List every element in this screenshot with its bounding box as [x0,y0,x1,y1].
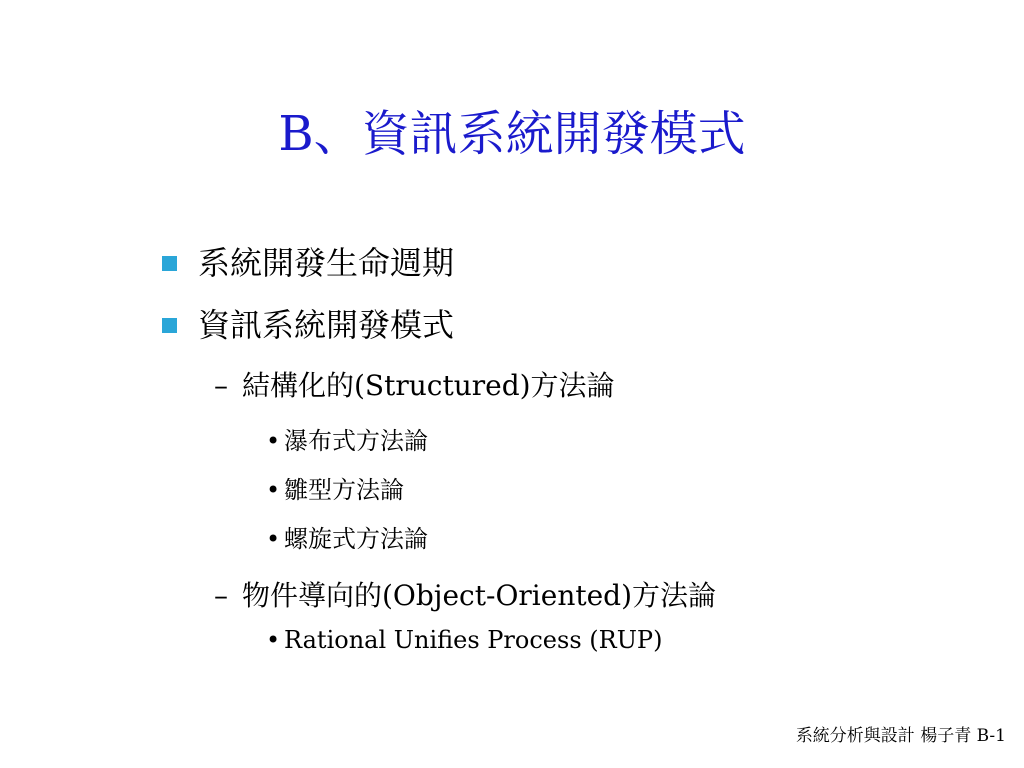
bullet-sdlc [162,238,454,284]
sub-bullet-structured [214,364,615,404]
dot-bullet-icon: • [266,525,281,553]
square-bullet-icon [162,256,177,271]
bullet-text: 物件導向的(Object-Oriented)方法論 [242,579,717,612]
dot-bullet-icon: • [266,476,281,504]
sub-sub-bullet-prototype [266,470,404,505]
sub-sub-bullet-rup [266,626,662,654]
dot-bullet-icon: • [266,626,281,654]
sub-sub-bullet-waterfall [266,421,428,456]
bullet-text: 瀑布式方法論 [284,427,428,455]
bullet-text: 資訊系統開發模式 [198,306,455,344]
bullet-text: 系統開發生命週期 [198,244,455,282]
dot-bullet-icon: • [266,427,281,455]
sub-bullet-object-oriented [214,574,716,614]
square-bullet-icon [162,318,177,333]
sub-sub-bullet-spiral [266,519,428,554]
bullet-text: Rational Unifies Process (RUP) [284,626,663,654]
bullet-text: 雛型方法論 [284,476,404,504]
bullet-text: 結構化的(Structured)方法論 [242,369,615,402]
bullet-text: 螺旋式方法論 [284,525,428,553]
dash-bullet-icon: – [214,579,228,612]
dash-bullet-icon: – [214,369,228,402]
bullet-dev-models [162,300,454,346]
slide-footer: 系統分析與設計 楊子青 B-1 [795,726,1006,746]
slide-title: B、資訊系統開發模式 [278,106,746,162]
